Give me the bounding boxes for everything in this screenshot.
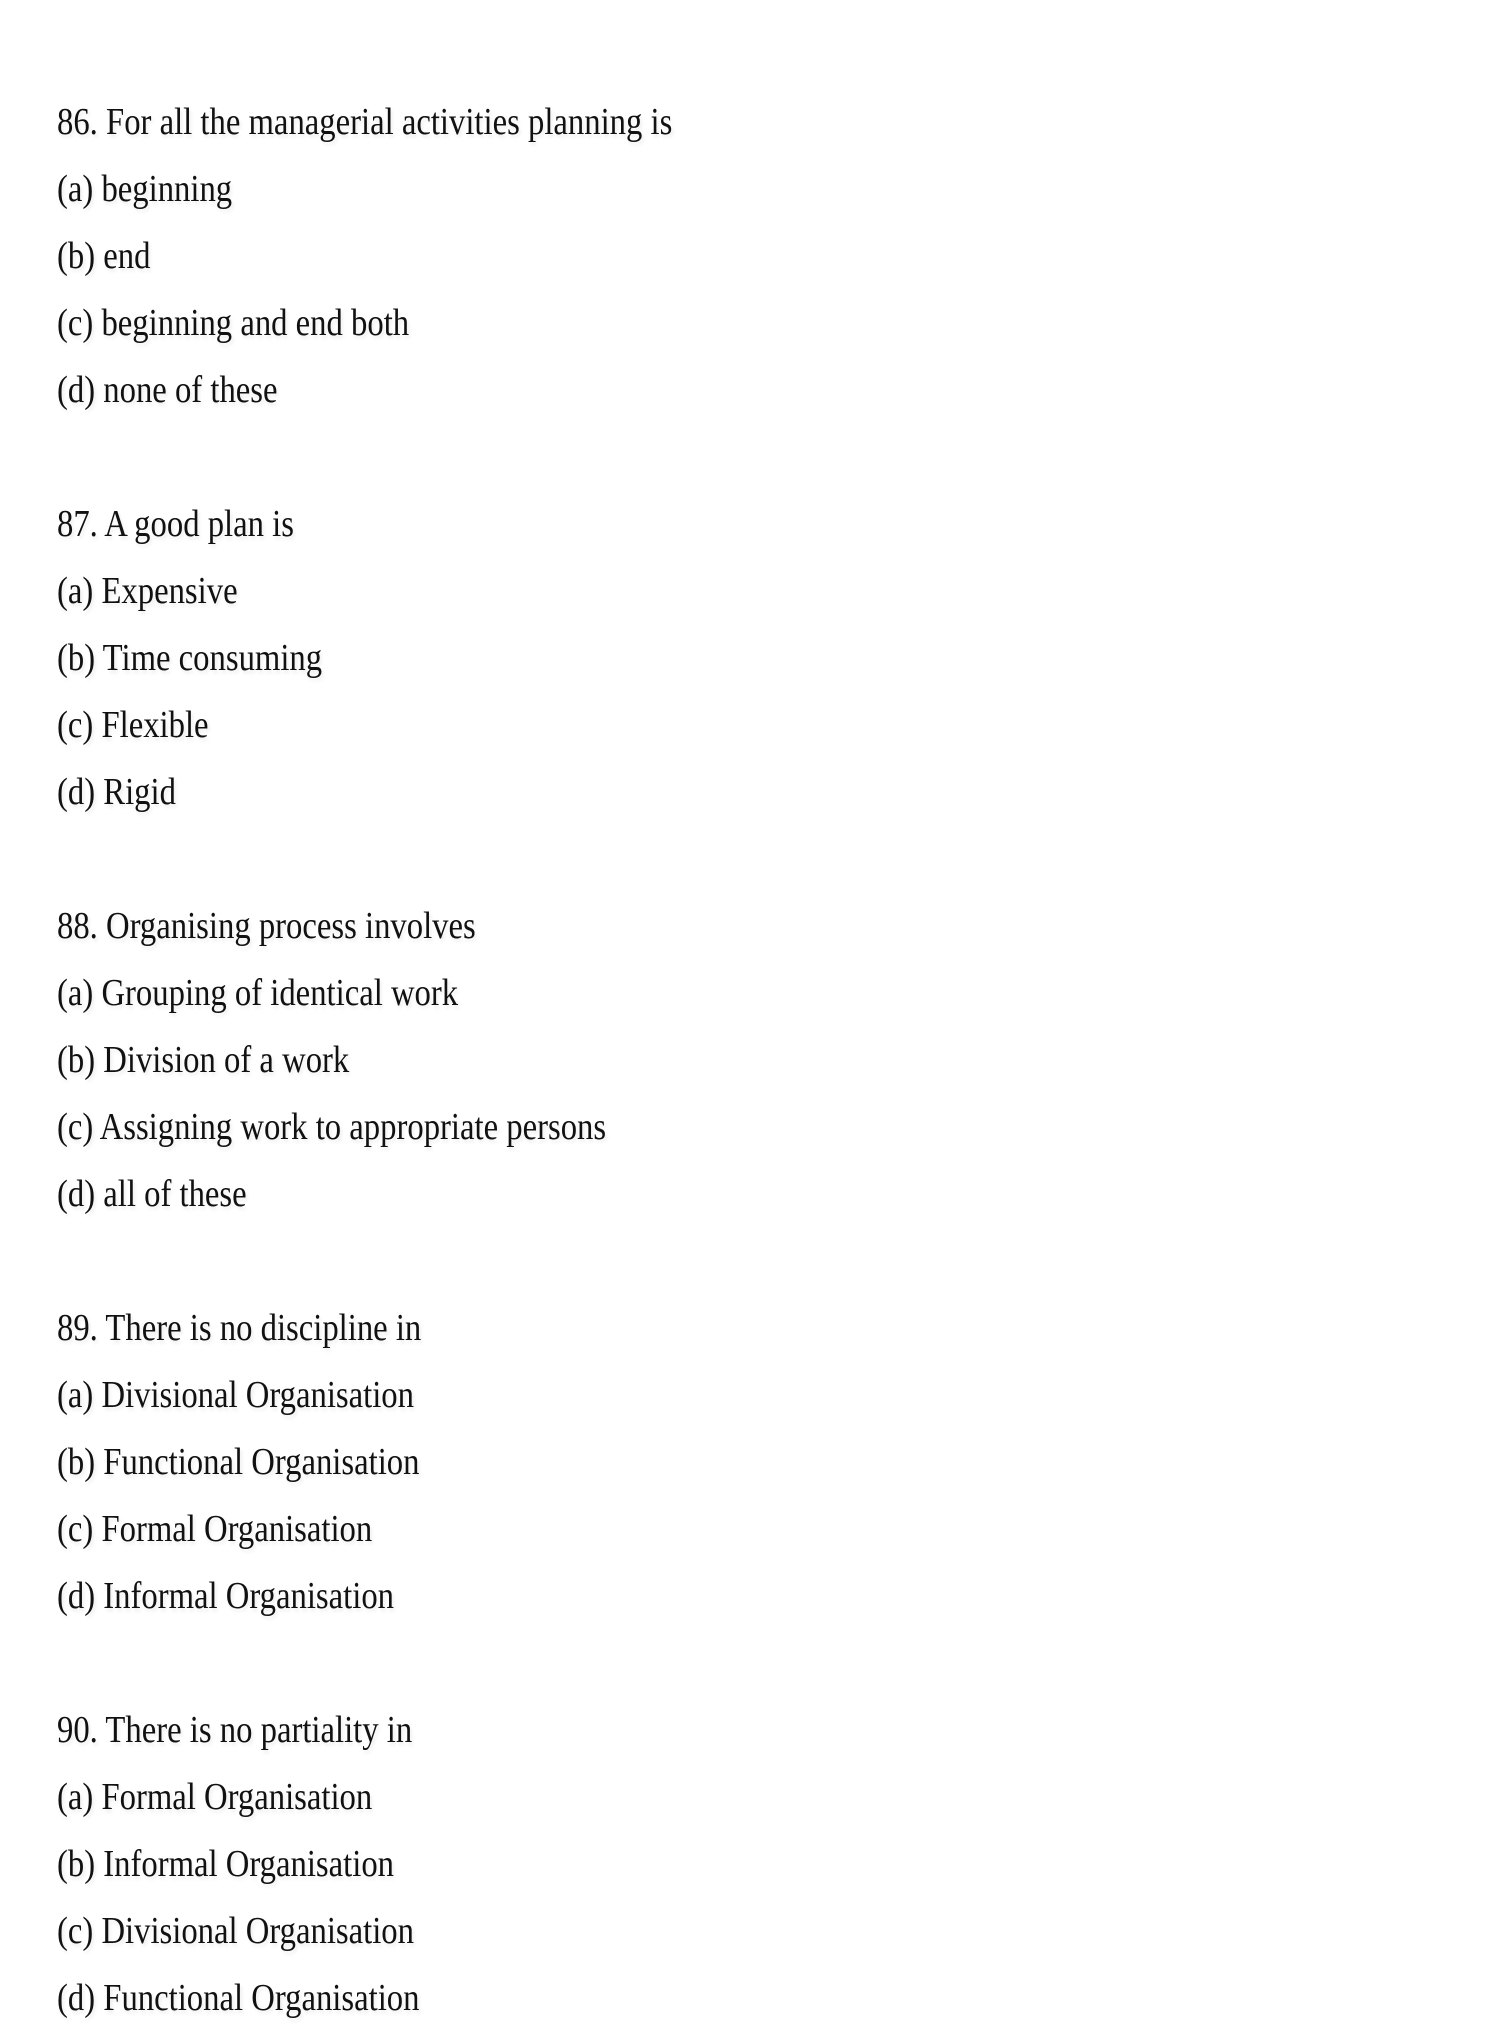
question-stem: 90. There is no partiality in <box>57 1709 413 1751</box>
option-a: (a) Divisional Organisation <box>57 1374 414 1416</box>
option-d: (d) all of these <box>57 1173 247 1215</box>
option-d: (d) Rigid <box>57 771 176 813</box>
option-a: (a) Expensive <box>57 570 238 612</box>
option-d: (d) Functional Organisation <box>57 1977 420 2019</box>
option-b: (b) Division of a work <box>57 1039 350 1081</box>
option-c: (c) Formal Organisation <box>57 1508 373 1550</box>
question-stem: 88. Organising process involves <box>57 905 476 947</box>
option-b: (b) Time consuming <box>57 637 323 679</box>
option-a: (a) Formal Organisation <box>57 1776 373 1818</box>
option-d: (d) none of these <box>57 369 278 411</box>
option-c: (c) Flexible <box>57 704 209 746</box>
option-c: (c) beginning and end both <box>57 302 410 344</box>
question-stem: 89. There is no discipline in <box>57 1307 422 1349</box>
option-b: (b) Functional Organisation <box>57 1441 420 1483</box>
option-a: (a) Grouping of identical work <box>57 972 459 1014</box>
option-d: (d) Informal Organisation <box>57 1575 394 1617</box>
option-b: (b) Informal Organisation <box>57 1843 394 1885</box>
question-stem: 87. A good plan is <box>57 503 294 545</box>
option-b: (b) end <box>57 235 151 277</box>
question-stem: 86. For all the managerial activities planning is <box>57 101 673 143</box>
option-c: (c) Assigning work to appropriate persons <box>57 1106 607 1148</box>
option-a: (a) beginning <box>57 168 233 210</box>
option-c: (c) Divisional Organisation <box>57 1910 414 1952</box>
